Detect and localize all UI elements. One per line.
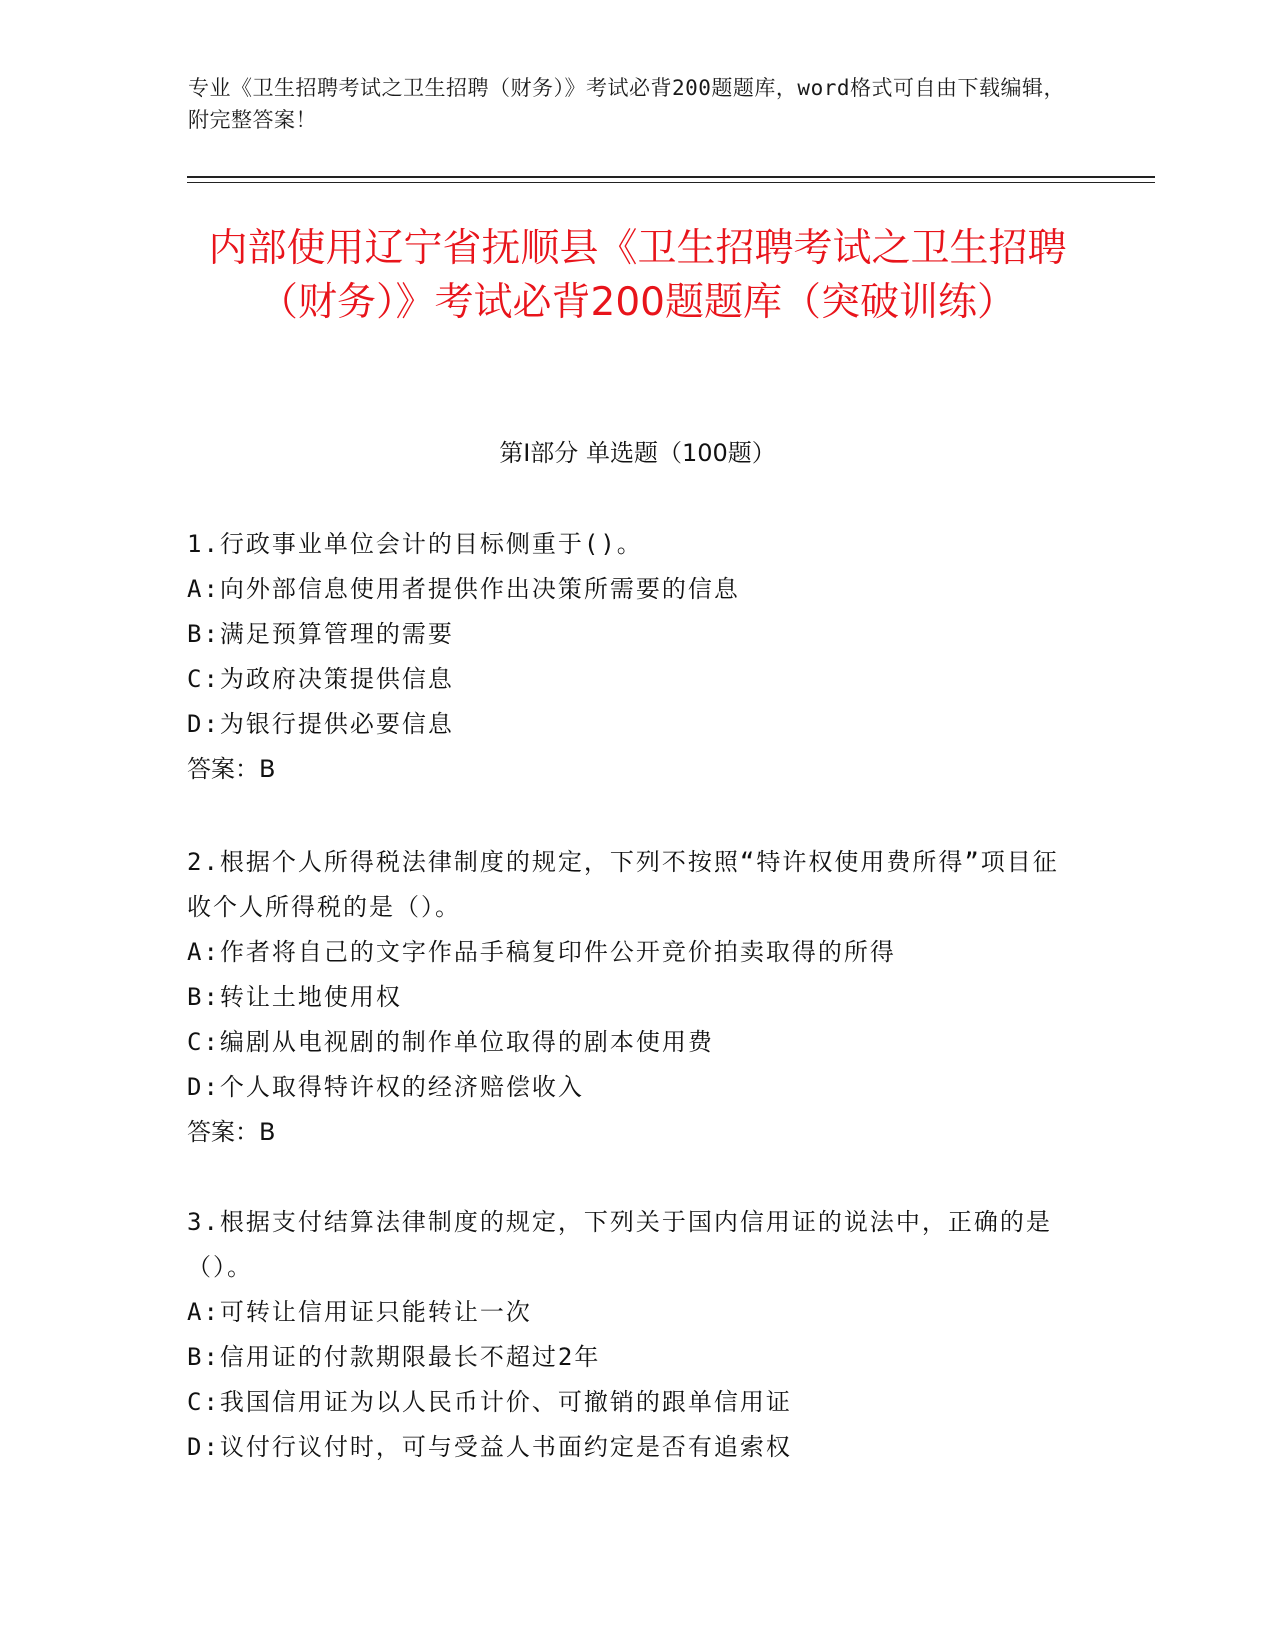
answer-line: 答案：B xyxy=(187,1118,276,1146)
option-c: C:编剧从电视剧的制作单位取得的剧本使用费 xyxy=(187,1028,714,1056)
option-a: A:可转让信用证只能转让一次 xyxy=(187,1298,532,1326)
option-d: D:为银行提供必要信息 xyxy=(187,710,454,738)
header-note: 专业《卫生招聘考试之卫生招聘（财务）》考试必背200题题库，word格式可自由下载编辑，附完整答案！ xyxy=(188,76,1065,132)
option-a: A:向外部信息使用者提供作出决策所需要的信息 xyxy=(187,575,740,603)
question-block-1 xyxy=(187,522,1067,792)
question-block-2 xyxy=(187,840,1067,1155)
answer-line: 答案：B xyxy=(187,755,276,783)
option-b: B:信用证的付款期限最长不超过2年 xyxy=(187,1343,601,1371)
header-rule-thin xyxy=(187,182,1155,183)
question-text: 2.根据个人所得税法律制度的规定，下列不按照“特许权使用费所得”项目征收个人所得税的是（）。 xyxy=(187,848,1059,921)
option-d: D:个人取得特许权的经济赔偿收入 xyxy=(187,1073,584,1101)
option-a: A:作者将自己的文字作品手稿复印件公开竞价拍卖取得的所得 xyxy=(187,938,896,966)
option-b: B:转让土地使用权 xyxy=(187,983,402,1011)
option-c: C:为政府决策提供信息 xyxy=(187,665,454,693)
option-c: C:我国信用证为以人民币计价、可撤销的跟单信用证 xyxy=(187,1388,792,1416)
question-text: 1.行政事业单位会计的目标侧重于()。 xyxy=(187,530,643,558)
option-d: D:议付行议付时，可与受益人书面约定是否有追索权 xyxy=(187,1433,792,1461)
section-heading: 第I部分 单选题（100题） xyxy=(499,439,776,467)
header-rule-thick xyxy=(187,176,1155,178)
question-block-3 xyxy=(187,1200,1067,1470)
question-text: 3.根据支付结算法律制度的规定，下列关于国内信用证的说法中，正确的是（）。 xyxy=(187,1208,1052,1281)
document-title: 内部使用辽宁省抚顺县《卫生招聘考试之卫生招聘（财务）》考试必背200题题库（突破训练） xyxy=(208,226,1067,325)
option-b: B:满足预算管理的需要 xyxy=(187,620,454,648)
